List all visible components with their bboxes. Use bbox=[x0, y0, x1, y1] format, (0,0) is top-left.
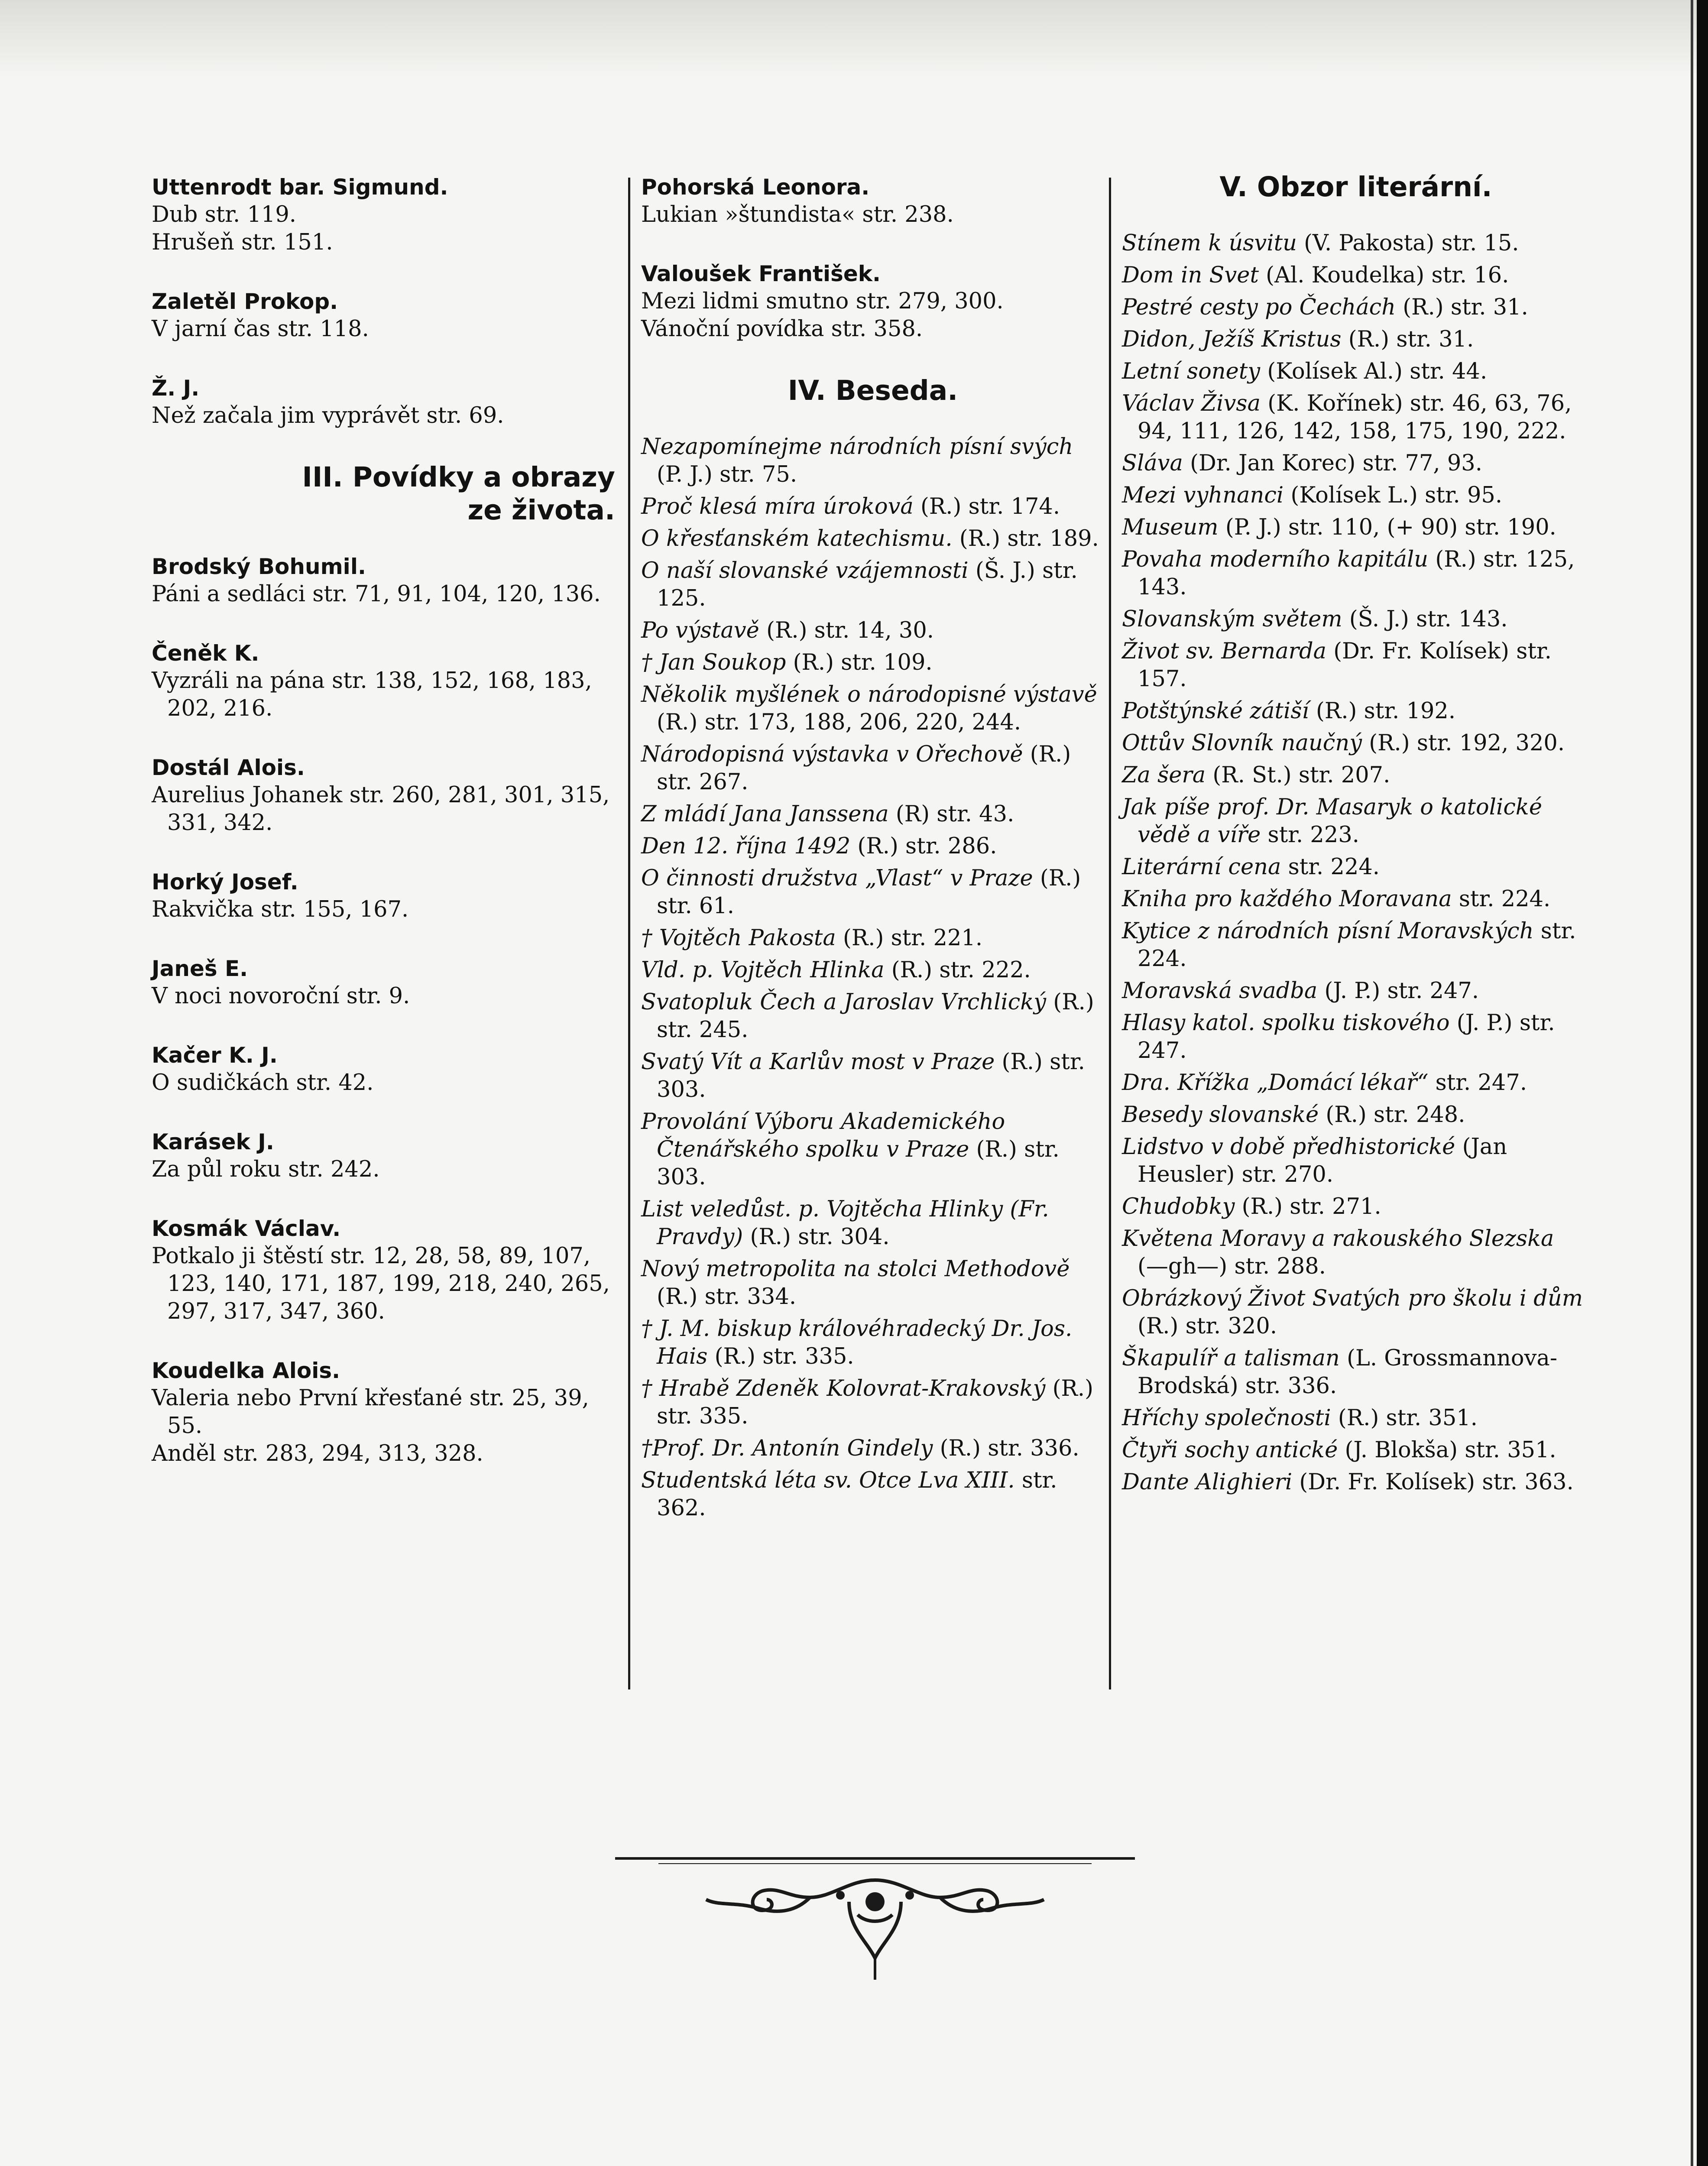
column-1 bbox=[152, 173, 615, 1499]
index-entry bbox=[641, 617, 1105, 645]
index-entry bbox=[641, 681, 1105, 736]
index-entry bbox=[1122, 294, 1590, 321]
index-entry bbox=[1122, 358, 1590, 386]
col1-authors-top bbox=[152, 173, 615, 430]
work-entry: Anděl str. 283, 294, 313, 328. bbox=[152, 1441, 483, 1466]
index-entry bbox=[1122, 326, 1590, 353]
index-entry bbox=[641, 741, 1105, 796]
index-entry bbox=[1122, 977, 1590, 1005]
work-entry: Hrušeň str. 151. bbox=[152, 230, 333, 255]
author-works bbox=[152, 982, 615, 1010]
index-entry bbox=[641, 1048, 1105, 1104]
work-entry: V jarní čas str. 118. bbox=[152, 316, 369, 342]
entry-title: Literární cena bbox=[1122, 854, 1281, 880]
index-entry bbox=[1122, 482, 1590, 509]
author-name: Pohorská Leonora. bbox=[641, 175, 870, 200]
entry-reference: (Kolísek Al.) str. 44. bbox=[1260, 359, 1488, 384]
work-entry: Vyzráli na pána str. 138, 152, 168, 183, 202, 216. bbox=[152, 668, 592, 721]
entry-reference: (R.) str. 192, 320. bbox=[1362, 730, 1565, 756]
entry-title: Hlasy katol. spolku tiskového bbox=[1122, 1010, 1450, 1036]
index-entry bbox=[641, 1435, 1105, 1462]
page-edge-line bbox=[1691, 0, 1693, 2166]
index-entry bbox=[641, 1375, 1105, 1430]
entry-reference: (R) str. 43. bbox=[888, 801, 1014, 827]
entry-title: Ottův Slovník naučný bbox=[1122, 730, 1362, 756]
entry-title: Museum bbox=[1122, 515, 1219, 540]
entry-title: Dante Alighieri bbox=[1122, 1469, 1293, 1495]
page-edge-dark bbox=[1697, 0, 1708, 2166]
index-entry bbox=[641, 493, 1105, 521]
entry-reference: (K. Kořínek) str. 46, 63, 76, 94, 111, 126, 142, 158, 175, 190, 222. bbox=[1138, 391, 1572, 444]
author-name: Karásek J. bbox=[152, 1129, 274, 1154]
work-entry: Mezi lidmi smutno str. 279, 300. bbox=[641, 289, 1004, 314]
author-block bbox=[152, 173, 615, 256]
entry-reference: (—gh—) str. 288. bbox=[1138, 1254, 1326, 1279]
index-entry bbox=[641, 801, 1105, 828]
entry-title: Nový metropolita na stolci Methodově bbox=[641, 1256, 1070, 1282]
work-entry: Než začala jim vyprávět str. 69. bbox=[152, 403, 504, 428]
entry-reference: str. 224. bbox=[1138, 918, 1576, 972]
entry-title: † Vojtěch Pakosta bbox=[641, 925, 836, 951]
end-ornament-icon bbox=[606, 1850, 1144, 1988]
entry-reference: str. 224. bbox=[1452, 886, 1551, 912]
index-entry bbox=[1122, 730, 1590, 757]
index-entry bbox=[1122, 1225, 1590, 1281]
entry-reference: (R.) str. 303. bbox=[657, 1137, 1060, 1190]
author-name: Uttenrodt bar. Sigmund. bbox=[152, 175, 448, 200]
author-block bbox=[152, 553, 615, 608]
entry-reference: (P. J.) str. 110, (+ 90) str. 190. bbox=[1218, 515, 1556, 540]
author-block bbox=[152, 374, 615, 430]
author-works bbox=[152, 315, 615, 343]
entry-title: Povaha moderního kapitálu bbox=[1122, 547, 1429, 572]
author-name: Brodský Bohumil. bbox=[152, 554, 366, 579]
index-entry bbox=[1122, 450, 1590, 477]
entry-reference: (R.) str. 335. bbox=[657, 1376, 1094, 1429]
work-entry: Valeria nebo První křesťané str. 25, 39, 55. bbox=[152, 1385, 589, 1439]
author-name: Čeněk K. bbox=[152, 641, 259, 666]
entry-reference: str. 224. bbox=[1281, 854, 1380, 880]
entry-title: Škapulíř a talisman bbox=[1122, 1346, 1340, 1371]
index-entry bbox=[641, 649, 1105, 677]
entry-reference: (R.) str. 248. bbox=[1319, 1102, 1465, 1128]
author-name: Valoušek František. bbox=[641, 261, 881, 286]
entry-title: Čtyři sochy antické bbox=[1122, 1437, 1338, 1463]
column-2 bbox=[641, 173, 1105, 1527]
index-entry bbox=[641, 924, 1105, 952]
index-entry bbox=[1122, 1069, 1590, 1097]
entry-title: Svatý Vít a Karlův most v Praze bbox=[641, 1049, 995, 1075]
author-works bbox=[152, 580, 615, 608]
author-works bbox=[641, 201, 1105, 229]
index-entry bbox=[1122, 794, 1590, 849]
col2-entries bbox=[641, 433, 1105, 1522]
entry-reference: (R.) str. 109. bbox=[786, 650, 933, 675]
author-works bbox=[152, 667, 615, 723]
author-block bbox=[152, 1128, 615, 1184]
entry-reference: (R.) str. 221. bbox=[836, 925, 983, 951]
author-name: Janeš E. bbox=[152, 956, 248, 981]
entry-title: Slovanským světem bbox=[1122, 606, 1342, 632]
author-block bbox=[152, 955, 615, 1010]
section-5-title: V. Obzor literární. bbox=[1219, 171, 1492, 203]
entry-reference: (R.) str. 61. bbox=[657, 866, 1081, 919]
entry-reference: (R.) str. 189. bbox=[952, 526, 1099, 551]
author-name: Zaletěl Prokop. bbox=[152, 289, 338, 314]
entry-reference: str. 247. bbox=[1428, 1070, 1527, 1096]
entry-reference: (Š. J.) str. 125. bbox=[657, 558, 1078, 611]
entry-reference: (Dr. Fr. Kolísek) str. 363. bbox=[1292, 1469, 1574, 1495]
section-3-title-line2: ze života. bbox=[467, 494, 615, 526]
entry-title: Den 12. října 1492 bbox=[641, 833, 851, 859]
index-entry bbox=[641, 1467, 1105, 1522]
index-entry bbox=[641, 1108, 1105, 1191]
entry-reference: (R.) str. 304. bbox=[743, 1224, 890, 1250]
index-entry bbox=[1122, 1436, 1590, 1464]
entry-reference: (R.) str. 303. bbox=[657, 1049, 1085, 1102]
entry-title: Svatopluk Čech a Jaroslav Vrchlický bbox=[641, 989, 1047, 1015]
entry-reference: (V. Pakosta) str. 15. bbox=[1296, 230, 1519, 256]
column-rule-left bbox=[628, 178, 630, 1689]
column-3 bbox=[1122, 173, 1590, 1501]
author-works bbox=[152, 201, 615, 256]
entry-reference: (R.) str. 267. bbox=[657, 742, 1071, 795]
work-entry: Páni a sedláci str. 71, 91, 104, 120, 136. bbox=[152, 581, 601, 607]
index-entry bbox=[1122, 1009, 1590, 1065]
entry-reference: (R.) str. 222. bbox=[884, 957, 1031, 983]
work-entry: O sudičkách str. 42. bbox=[152, 1070, 374, 1096]
entry-title: Proč klesá míra úroková bbox=[641, 494, 914, 519]
entry-title: Besedy slovanské bbox=[1122, 1102, 1319, 1128]
entry-reference: (Dr. Jan Korec) str. 77, 93. bbox=[1183, 451, 1482, 476]
author-block bbox=[152, 868, 615, 924]
index-entry bbox=[641, 865, 1105, 920]
index-entry bbox=[641, 957, 1105, 984]
index-entry bbox=[1122, 918, 1590, 973]
entry-title: Po výstavě bbox=[641, 618, 759, 643]
index-entry bbox=[1122, 230, 1590, 257]
entry-title: Mezi vyhnanci bbox=[1122, 483, 1284, 508]
author-name: Ž. J. bbox=[152, 376, 200, 401]
entry-title: Didon, Ježíš Kristus bbox=[1122, 327, 1342, 352]
work-entry: Potkalo ji štěstí str. 12, 28, 58, 89, 107, 123, 140, 171, 187, 199, 218, 240, 265, 297, 317, 347, 360. bbox=[152, 1243, 610, 1324]
entry-reference: (R.) str. 174. bbox=[913, 494, 1060, 519]
index-entry bbox=[1122, 390, 1590, 445]
index-entry bbox=[641, 1196, 1105, 1251]
entry-title: † J. M. biskup královéhradecký Dr. Jos. Hais bbox=[641, 1316, 1073, 1369]
section-3-title bbox=[152, 461, 615, 527]
author-works bbox=[152, 1156, 615, 1184]
entry-reference: (R.) str. 31. bbox=[1341, 327, 1474, 352]
index-entry bbox=[641, 433, 1105, 489]
author-block bbox=[641, 173, 1105, 229]
entry-reference: (R.) str. 335. bbox=[707, 1344, 854, 1369]
work-entry: Za půl roku str. 242. bbox=[152, 1157, 380, 1182]
author-block bbox=[152, 1041, 615, 1097]
index-entry bbox=[1122, 1133, 1590, 1189]
entry-reference: (R.) str. 334. bbox=[657, 1284, 797, 1310]
index-entry bbox=[1122, 638, 1590, 693]
entry-title: Kytice z národních písní Moravských bbox=[1122, 918, 1534, 944]
entry-title: Květena Moravy a rakouského Slezska bbox=[1122, 1226, 1554, 1252]
work-entry: V noci novoroční str. 9. bbox=[152, 983, 410, 1009]
entry-title: Za šera bbox=[1122, 762, 1206, 788]
author-name: Koudelka Alois. bbox=[152, 1358, 340, 1383]
entry-reference: (R.) str. 173, 188, 206, 220, 244. bbox=[657, 710, 1021, 735]
entry-title: Dra. Křížka „Domácí lékař“ bbox=[1122, 1070, 1429, 1096]
index-entry bbox=[1122, 1101, 1590, 1129]
page-top-shadow bbox=[0, 0, 1708, 78]
entry-reference: (J. P.) str. 247. bbox=[1317, 978, 1479, 1004]
entry-reference: (R.) str. 271. bbox=[1235, 1194, 1381, 1219]
col2-authors-top bbox=[641, 173, 1105, 343]
col1-authors bbox=[152, 553, 615, 1468]
entry-title: Vld. p. Vojtěch Hlinka bbox=[641, 957, 885, 983]
author-works bbox=[152, 1385, 615, 1468]
index-entry bbox=[641, 1255, 1105, 1311]
entry-title: Jak píše prof. Dr. Masaryk o katolické vědě a víře bbox=[1122, 794, 1542, 848]
entry-reference: (Kolísek L.) str. 95. bbox=[1283, 483, 1503, 508]
entry-reference: (Š. J.) str. 143. bbox=[1342, 606, 1508, 632]
section-3-title-line1: III. Povídky a obrazy bbox=[302, 461, 615, 493]
entry-title: O křesťanském katechismu. bbox=[641, 526, 953, 551]
entry-reference: (R.) str. 351. bbox=[1331, 1405, 1478, 1431]
entry-reference: (J. Blokša) str. 351. bbox=[1338, 1437, 1556, 1463]
entry-reference: (R.) str. 125, 143. bbox=[1138, 547, 1575, 600]
entry-title: Stínem k úsvitu bbox=[1122, 230, 1297, 256]
entry-reference: (L. Grossmannova-Brodská) str. 336. bbox=[1138, 1346, 1558, 1399]
author-block bbox=[152, 1357, 615, 1468]
index-entry bbox=[641, 525, 1105, 553]
entry-title: Potštýnské zátiší bbox=[1122, 698, 1309, 724]
entry-reference: (R.) str. 336. bbox=[933, 1436, 1079, 1461]
author-block bbox=[641, 260, 1105, 343]
author-block bbox=[152, 639, 615, 723]
entry-reference: (R. St.) str. 207. bbox=[1206, 762, 1390, 788]
entry-reference: (R.) str. 31. bbox=[1396, 295, 1528, 320]
author-name: Kačer K. J. bbox=[152, 1043, 278, 1068]
entry-reference: (Al. Koudelka) str. 16. bbox=[1258, 263, 1509, 288]
entry-title: Několik myšlének o národopisné výstavě bbox=[641, 682, 1097, 707]
entry-title: Život sv. Bernarda bbox=[1122, 639, 1327, 664]
index-entry bbox=[641, 989, 1105, 1044]
entry-title: Národopisná výstavka v Ořechově bbox=[641, 742, 1023, 767]
work-entry: Vánoční povídka str. 358. bbox=[641, 316, 923, 342]
author-works bbox=[152, 896, 615, 924]
entry-title: Václav Živsa bbox=[1122, 391, 1261, 416]
col3-entries bbox=[1122, 230, 1590, 1496]
index-entry bbox=[1122, 1193, 1590, 1221]
section-4-title: IV. Beseda. bbox=[788, 375, 958, 406]
index-entry bbox=[1122, 885, 1590, 913]
index-entry bbox=[1122, 514, 1590, 542]
author-works bbox=[152, 781, 615, 837]
entry-title: † Hrabě Zdeněk Kolovrat-Krakovský bbox=[641, 1376, 1046, 1401]
entry-title: Letní sonety bbox=[1122, 359, 1261, 384]
entry-title: Sláva bbox=[1122, 451, 1183, 476]
entry-reference: (R.) str. 245. bbox=[657, 989, 1094, 1043]
entry-title: Kniha pro každého Moravana bbox=[1122, 886, 1452, 912]
author-block bbox=[152, 1215, 615, 1326]
index-entry bbox=[1122, 546, 1590, 601]
entry-title: Chudobky bbox=[1122, 1194, 1235, 1219]
entry-title: Z mládí Jana Janssena bbox=[641, 801, 889, 827]
work-entry: Lukian »štundista« str. 238. bbox=[641, 202, 954, 227]
entry-title: Dom in Svet bbox=[1122, 263, 1259, 288]
entry-reference: (R.) str. 192. bbox=[1309, 698, 1456, 724]
entry-title: Studentská léta sv. Otce Lva XIII. bbox=[641, 1468, 1015, 1493]
entry-title: O činnosti družstva „Vlast“ v Praze bbox=[641, 866, 1033, 891]
entry-title: Lidstvo v době předhistorické bbox=[1122, 1134, 1455, 1160]
index-entry bbox=[1122, 762, 1590, 789]
entry-title: Provolání Výboru Akademického Čtenářského spolku v Praze bbox=[641, 1109, 1005, 1162]
entry-title: †Prof. Dr. Antonín Gindely bbox=[641, 1436, 933, 1461]
entry-title: List veledůst. p. Vojtěcha Hlinky (Fr. Pravdy) bbox=[641, 1196, 1049, 1250]
author-name: Dostál Alois. bbox=[152, 755, 305, 780]
entry-reference: str. 223. bbox=[1261, 822, 1359, 848]
author-block bbox=[152, 288, 615, 343]
index-entry bbox=[1122, 697, 1590, 725]
author-works bbox=[152, 1069, 615, 1097]
index-entry bbox=[1122, 1345, 1590, 1400]
entry-reference: (J. P.) str. 247. bbox=[1138, 1010, 1555, 1064]
index-entry bbox=[1122, 853, 1590, 881]
index-entry bbox=[641, 1315, 1105, 1371]
entry-reference: (P. J.) str. 75. bbox=[657, 462, 797, 487]
author-name: Kosmák Václav. bbox=[152, 1216, 341, 1241]
work-entry: Aurelius Johanek str. 260, 281, 301, 315, 331, 342. bbox=[152, 782, 610, 836]
entry-reference: (R.) str. 286. bbox=[850, 833, 997, 859]
author-works bbox=[152, 402, 615, 430]
entry-title: Moravská svadba bbox=[1122, 978, 1318, 1004]
work-entry: Rakvička str. 155, 167. bbox=[152, 897, 409, 922]
index-entry bbox=[1122, 262, 1590, 289]
index-entry bbox=[641, 833, 1105, 860]
entry-title: Obrázkový Život Svatých pro školu i dům bbox=[1122, 1286, 1583, 1311]
index-entry bbox=[1122, 606, 1590, 633]
author-name: Horký Josef. bbox=[152, 869, 298, 895]
author-works bbox=[152, 1242, 615, 1326]
entry-title: Hříchy společnosti bbox=[1122, 1405, 1331, 1431]
entry-title: Nezapomínejme národních písní svých bbox=[641, 434, 1073, 460]
author-block bbox=[152, 754, 615, 837]
entry-reference: (R.) str. 14, 30. bbox=[759, 618, 934, 643]
work-entry: Dub str. 119. bbox=[152, 202, 297, 227]
index-entry bbox=[1122, 1404, 1590, 1432]
entry-reference: str. 362. bbox=[657, 1468, 1057, 1521]
index-entry bbox=[1122, 1469, 1590, 1496]
column-rule-right bbox=[1109, 178, 1111, 1689]
entry-title: Pestré cesty po Čechách bbox=[1122, 295, 1396, 320]
entry-reference: (Dr. Fr. Kolísek) str. 157. bbox=[1138, 639, 1552, 692]
author-works bbox=[641, 288, 1105, 343]
index-entry bbox=[1122, 1285, 1590, 1340]
entry-reference: (R.) str. 320. bbox=[1138, 1313, 1277, 1339]
entry-title: † Jan Soukop bbox=[641, 650, 786, 675]
index-entry bbox=[641, 557, 1105, 613]
entry-title: O naší slovanské vzájemnosti bbox=[641, 558, 969, 584]
entry-reference: (Jan Heusler) str. 270. bbox=[1138, 1134, 1507, 1187]
